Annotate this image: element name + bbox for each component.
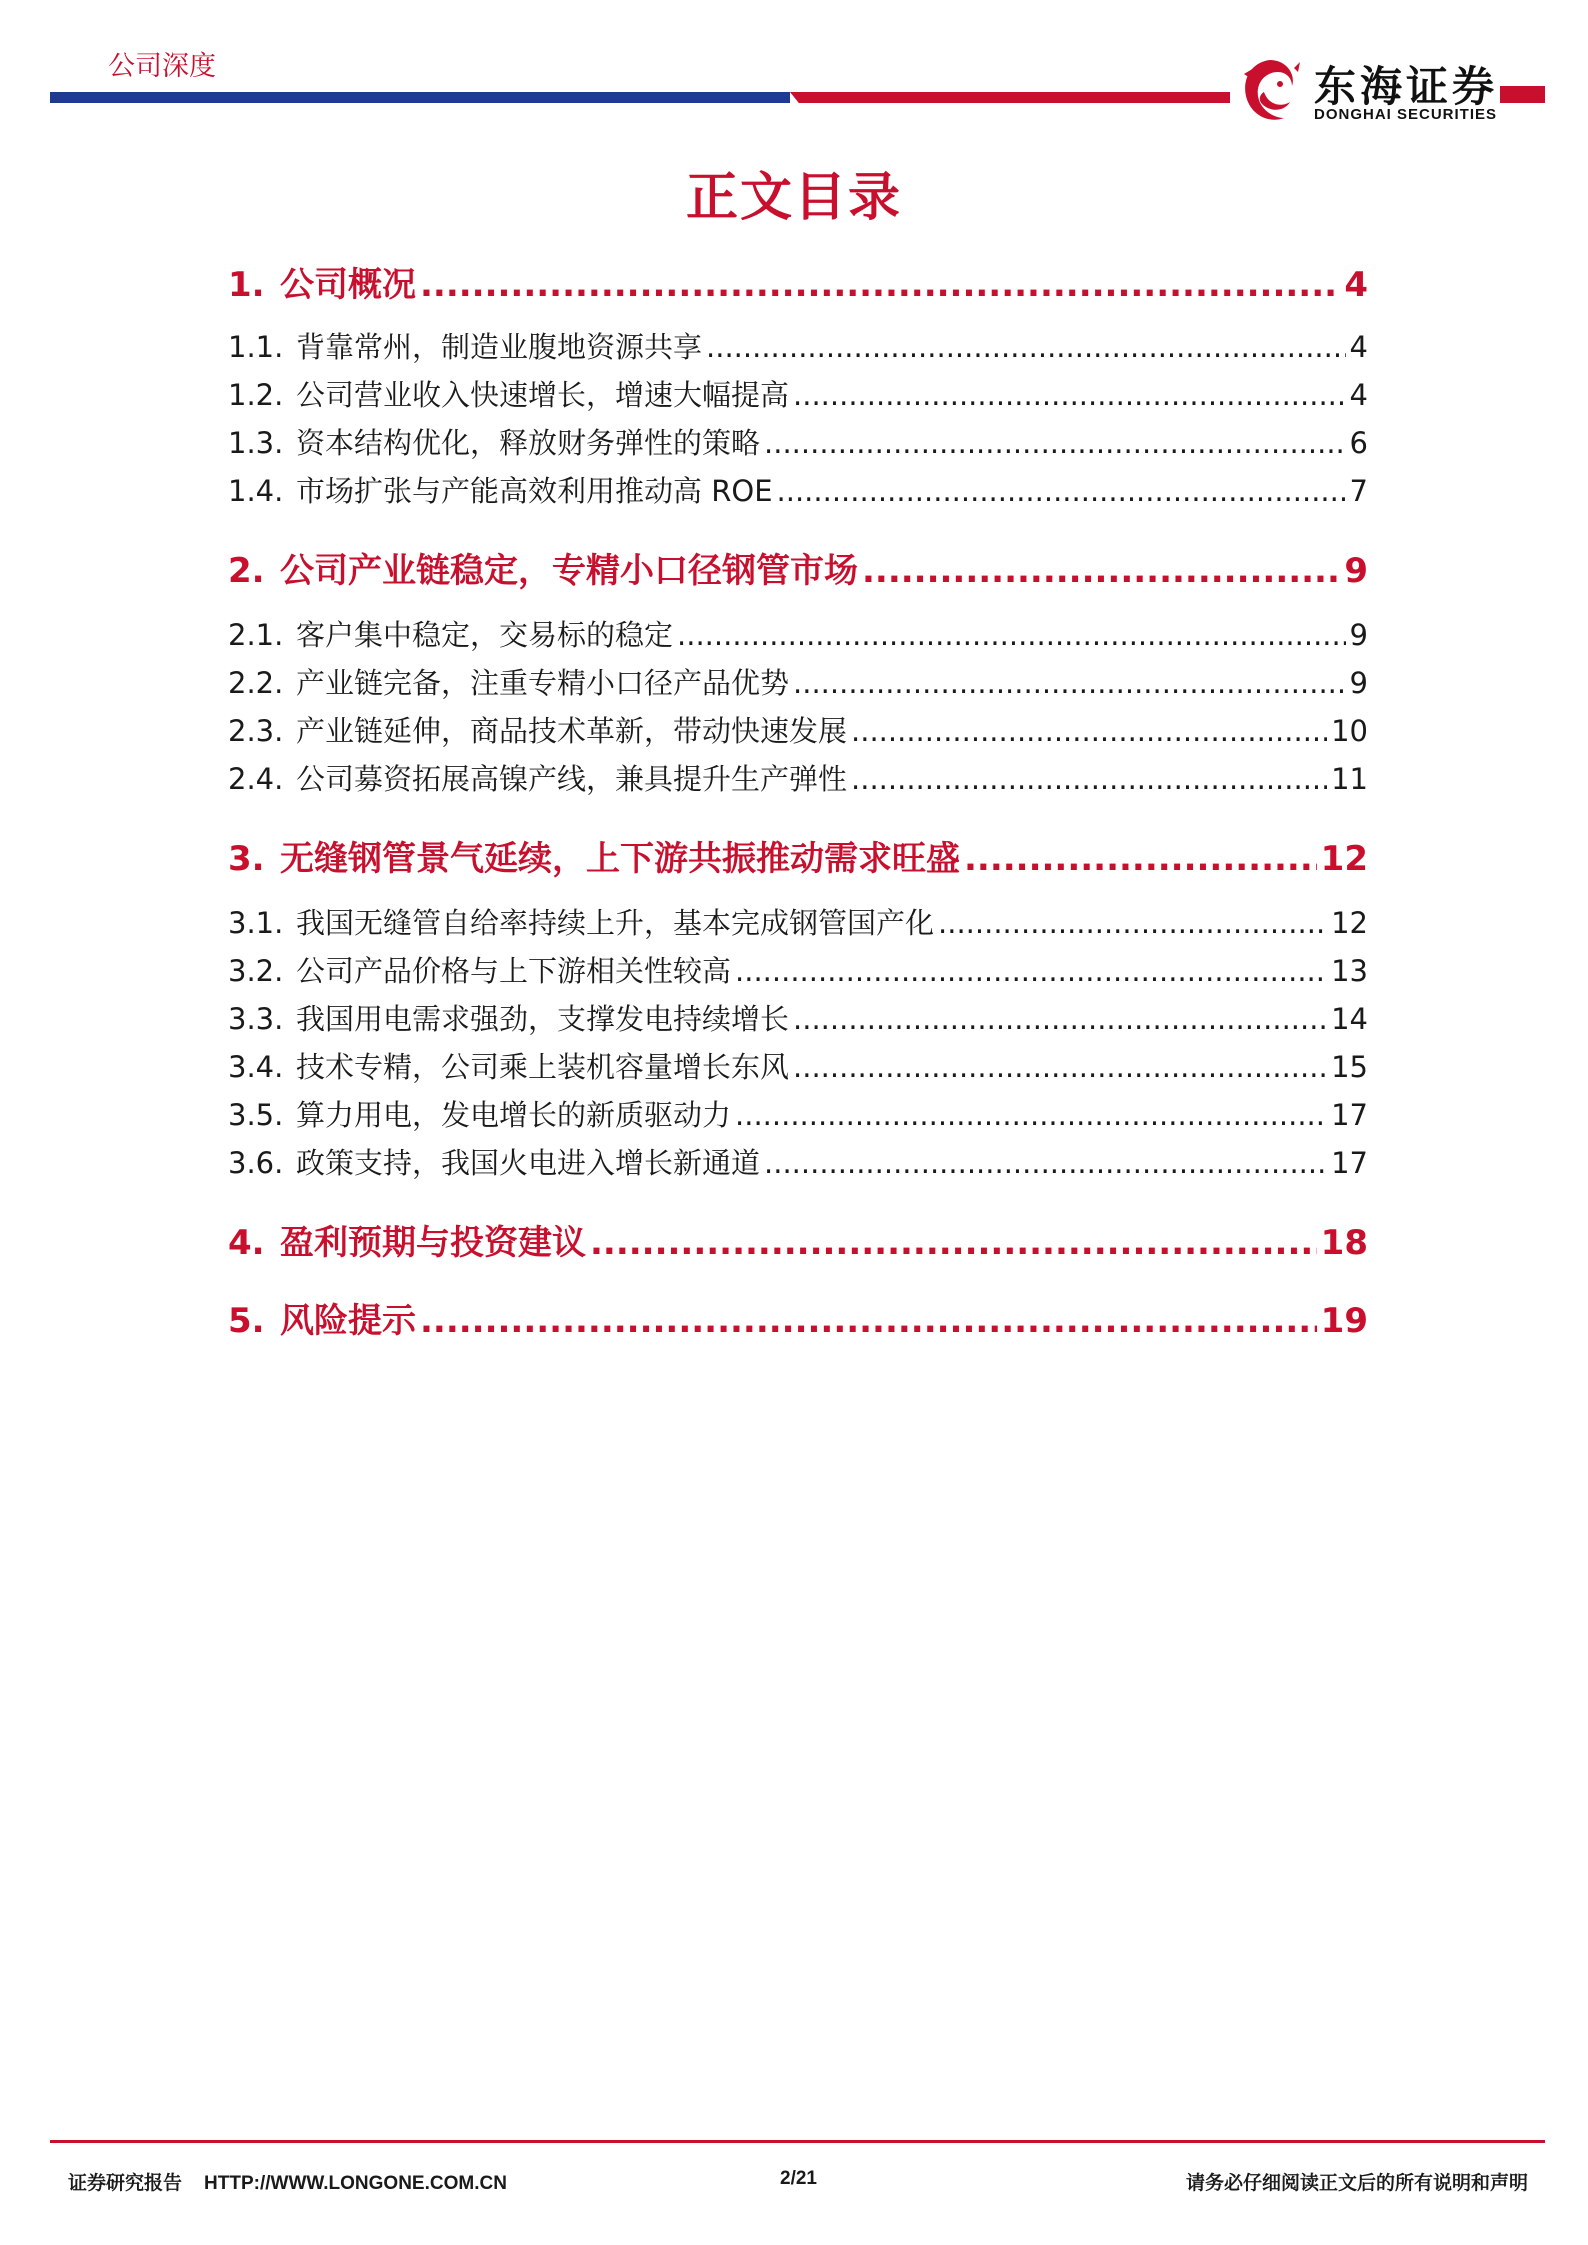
toc-entry-title: 资本结构优化，释放财务弹性的策略 bbox=[296, 426, 761, 460]
toc-dot-leader bbox=[777, 474, 1346, 508]
toc-entry-title: 市场扩张与产能高效利用推动高 ROE bbox=[296, 474, 773, 508]
toc-section-link[interactable] bbox=[228, 257, 1368, 307]
toc-entry-title: 我国无缝管自给率持续上升，基本完成钢管国产化 bbox=[296, 906, 935, 940]
toc-entry-number: 4. bbox=[228, 1223, 265, 1263]
toc-entry-number: 3. bbox=[228, 839, 265, 879]
toc-dot-leader bbox=[851, 762, 1327, 796]
toc-entry-title: 公司募资拓展高镍产线，兼具提升生产弹性 bbox=[296, 762, 848, 796]
header-bar-red bbox=[790, 92, 1230, 103]
toc-subsection-link[interactable] bbox=[228, 997, 1368, 1041]
toc-entry-number: 3.4. bbox=[228, 1050, 284, 1084]
page-title: 正文目录 bbox=[685, 168, 902, 228]
header-bar-blue bbox=[50, 92, 790, 103]
toc-entry-title: 客户集中稳定，交易标的稳定 bbox=[296, 618, 674, 652]
toc-section-link[interactable] bbox=[228, 543, 1368, 593]
toc-subsection-link[interactable] bbox=[228, 373, 1368, 417]
dragon-emblem-icon bbox=[1234, 52, 1306, 134]
toc-entry-page: 9 bbox=[1344, 551, 1368, 591]
footer-left bbox=[68, 2168, 507, 2195]
toc-subsection-link[interactable] bbox=[228, 613, 1368, 657]
toc-entry-page: 7 bbox=[1349, 474, 1368, 508]
toc-entry-number: 1. bbox=[228, 265, 265, 305]
toc-entry-page: 14 bbox=[1331, 1002, 1368, 1036]
toc-entry-number: 2.2. bbox=[228, 666, 284, 700]
toc-entry-title: 公司营业收入快速增长，增速大幅提高 bbox=[296, 378, 790, 412]
toc-entry-number: 2. bbox=[228, 551, 265, 591]
toc-entry-title: 政策支持，我国火电进入增长新通道 bbox=[296, 1146, 761, 1180]
toc-entry-number: 2.4. bbox=[228, 762, 284, 796]
toc-subsection-link[interactable] bbox=[228, 1093, 1368, 1137]
toc-section-link[interactable] bbox=[228, 1293, 1368, 1343]
toc-entry-number: 2.1. bbox=[228, 618, 284, 652]
toc-entry-page: 12 bbox=[1331, 906, 1368, 940]
toc-section-link[interactable] bbox=[228, 831, 1368, 881]
toc-entry-number: 3.1. bbox=[228, 906, 284, 940]
toc-subsection-link[interactable] bbox=[228, 661, 1368, 705]
toc-subsection-link[interactable] bbox=[228, 757, 1368, 801]
toc-entry-page: 18 bbox=[1320, 1223, 1368, 1263]
toc-entry-title: 产业链延伸，商品技术革新，带动快速发展 bbox=[296, 714, 848, 748]
toc-entry-title: 公司产业链稳定，专精小口径钢管市场 bbox=[280, 551, 858, 591]
footer-divider bbox=[50, 2140, 1545, 2143]
toc-dot-leader bbox=[706, 330, 1346, 364]
toc-entry-title: 风险提示 bbox=[280, 1301, 416, 1341]
toc-entry-number: 1.2. bbox=[228, 378, 284, 412]
footer-report-label: 证券研究报告 bbox=[68, 2173, 183, 2194]
toc-entry-title: 我国用电需求强劲，支撑发电持续增长 bbox=[296, 1002, 790, 1036]
toc-entry-number: 2.3. bbox=[228, 714, 284, 748]
toc-dot-leader bbox=[764, 1146, 1327, 1180]
toc-dot-leader bbox=[735, 954, 1327, 988]
toc-dot-leader bbox=[793, 378, 1346, 412]
footer-page-number: 2/21 bbox=[780, 2168, 817, 2189]
toc-subsection-link[interactable] bbox=[228, 325, 1368, 369]
toc-entry-number: 1.4. bbox=[228, 474, 284, 508]
toc-dot-leader bbox=[764, 426, 1346, 460]
toc-subsection-link[interactable] bbox=[228, 949, 1368, 993]
toc-entry-number: 3.5. bbox=[228, 1098, 284, 1132]
toc-entry-title: 公司产品价格与上下游相关性较高 bbox=[296, 954, 732, 988]
toc-dot-leader bbox=[938, 906, 1327, 940]
toc-entry-page: 19 bbox=[1320, 1301, 1368, 1341]
toc-entry-page: 13 bbox=[1331, 954, 1368, 988]
toc-dot-leader bbox=[793, 666, 1346, 700]
toc-entry-page: 10 bbox=[1331, 714, 1368, 748]
toc-subsection-link[interactable] bbox=[228, 1141, 1368, 1185]
toc-entry-page: 17 bbox=[1331, 1098, 1368, 1132]
toc-entry-title: 无缝钢管景气延续，上下游共振推动需求旺盛 bbox=[280, 839, 960, 879]
donghai-securities-logo bbox=[1234, 52, 1504, 134]
toc-entry-number: 1.1. bbox=[228, 330, 284, 364]
toc-entry-page: 9 bbox=[1349, 618, 1368, 652]
toc-subsection-link[interactable] bbox=[228, 901, 1368, 945]
toc-entry-page: 11 bbox=[1331, 762, 1368, 796]
toc-subsection-link[interactable] bbox=[228, 709, 1368, 753]
toc-dot-leader bbox=[590, 1223, 1317, 1263]
toc-entry-title: 盈利预期与投资建议 bbox=[280, 1223, 586, 1263]
toc-dot-leader bbox=[420, 265, 1340, 305]
logo-english-text: DONGHAI SECURITIES bbox=[1314, 106, 1498, 123]
toc-entry-title: 技术专精，公司乘上装机容量增长东风 bbox=[296, 1050, 790, 1084]
logo-chinese-text: 东海证券 bbox=[1314, 62, 1499, 111]
toc-dot-leader bbox=[964, 839, 1317, 879]
toc-entry-title: 产业链完备，注重专精小口径产品优势 bbox=[296, 666, 790, 700]
footer-disclaimer: 请务必仔细阅读正文后的所有说明和声明 bbox=[1185, 2173, 1528, 2194]
toc-entry-title: 公司概况 bbox=[280, 265, 416, 305]
toc-entry-page: 17 bbox=[1331, 1146, 1368, 1180]
footer-website-link[interactable]: HTTP://WWW.LONGONE.COM.CN bbox=[204, 2173, 507, 2194]
toc-dot-leader bbox=[735, 1098, 1327, 1132]
toc-dot-leader bbox=[851, 714, 1327, 748]
toc-dot-leader bbox=[793, 1002, 1327, 1036]
report-type-label: 公司深度 bbox=[108, 51, 216, 82]
toc-entry-page: 4 bbox=[1349, 378, 1368, 412]
toc-entry-page: 4 bbox=[1349, 330, 1368, 364]
toc-entry-title: 算力用电，发电增长的新质驱动力 bbox=[296, 1098, 732, 1132]
toc-section-link[interactable] bbox=[228, 1215, 1368, 1265]
toc-dot-leader bbox=[677, 618, 1346, 652]
toc-entry-number: 1.3. bbox=[228, 426, 284, 460]
toc-dot-leader bbox=[793, 1050, 1327, 1084]
toc-entry-title: 背靠常州，制造业腹地资源共享 bbox=[296, 330, 703, 364]
header-bar-red-tail bbox=[1500, 86, 1545, 103]
toc-dot-leader bbox=[862, 551, 1340, 591]
toc-entry-page: 15 bbox=[1331, 1050, 1368, 1084]
toc-entry-number: 3.6. bbox=[228, 1146, 284, 1180]
toc-entry-number: 3.2. bbox=[228, 954, 284, 988]
toc-entry-page: 9 bbox=[1349, 666, 1368, 700]
toc-entry-page: 12 bbox=[1320, 839, 1368, 879]
toc-subsection-link[interactable] bbox=[228, 421, 1368, 465]
toc-entry-page: 6 bbox=[1349, 426, 1368, 460]
toc-dot-leader bbox=[420, 1301, 1317, 1341]
toc-entry-number: 3.3. bbox=[228, 1002, 284, 1036]
toc-subsection-link[interactable] bbox=[228, 469, 1368, 513]
toc-entry-number: 5. bbox=[228, 1301, 265, 1341]
toc-entry-page: 4 bbox=[1344, 265, 1368, 305]
toc-subsection-link[interactable] bbox=[228, 1045, 1368, 1089]
